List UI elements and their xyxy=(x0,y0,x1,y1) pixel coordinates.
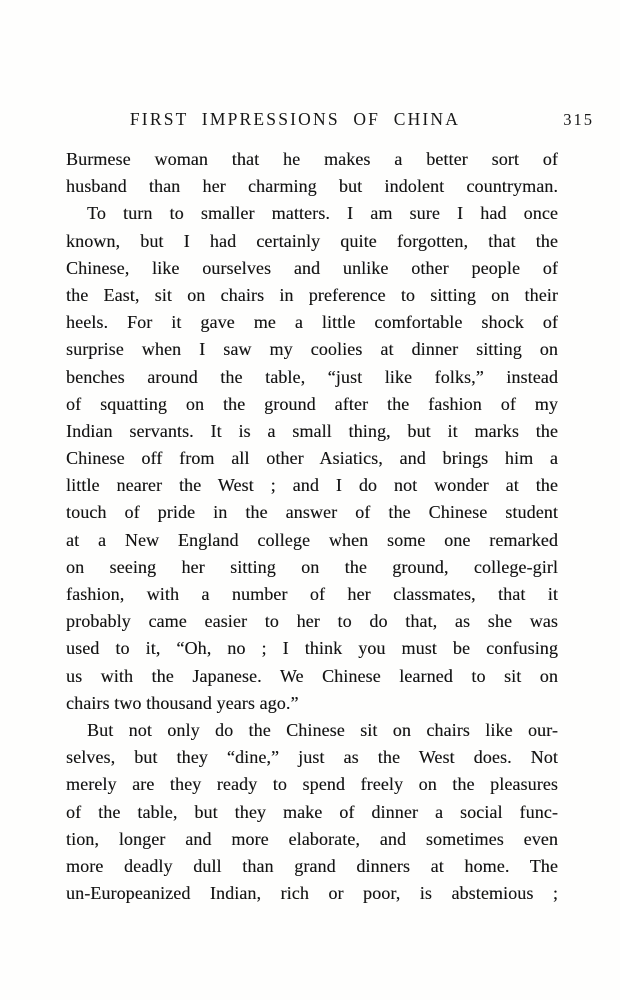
text-line: surprise when I saw my coolies at dinner sitting on xyxy=(66,339,558,360)
text-line: of the table, but they make of dinner a social func- xyxy=(66,801,558,822)
text-line: To turn to smaller matters. I am sure I had once xyxy=(87,203,558,224)
text-line: at a New England college when some one remarked xyxy=(66,529,558,550)
text-line: little nearer the West ; and I do not wonder at the xyxy=(66,475,558,496)
text-line: chairs two thousand years ago.” xyxy=(66,692,299,713)
text-line: heels. For it gave me a little comfortable shock of xyxy=(66,312,558,333)
text-line: un-Europeanized Indian, rich or poor, is abstemious ; xyxy=(66,883,558,904)
page-heading: FIRST IMPRESSIONS OF CHINA xyxy=(129,109,461,129)
page-number: 315 xyxy=(563,110,594,129)
text-line: touch of pride in the answer of the Chinese student xyxy=(66,502,558,523)
text-block xyxy=(66,146,558,907)
text-line: tion, longer and more elaborate, and sometimes even xyxy=(66,828,558,849)
text-line: Chinese off from all other Asiatics, and brings him a xyxy=(66,448,558,469)
text-line: known, but I had certainly quite forgotten, that the xyxy=(66,230,558,251)
text-line: husband than her charming but indolent countryman. xyxy=(66,176,558,197)
text-line: fashion, with a number of her classmates, that it xyxy=(66,584,558,604)
text-line: Chinese, like ourselves and unlike other people of xyxy=(66,257,558,278)
text-line: probably came easier to her to do that, as she was xyxy=(66,611,558,632)
text-line: Indian servants. It is a small thing, but it marks the xyxy=(66,420,558,441)
text-line: the East, sit on chairs in preference to sitting on their xyxy=(66,284,558,305)
text-line: used to it, “Oh, no ; I think you must be confusing xyxy=(66,638,558,659)
running-head xyxy=(64,109,594,135)
text-line: merely are they ready to spend freely on the pleasures xyxy=(66,774,558,795)
text-line: us with the Japanese. We Chinese learned to sit on xyxy=(66,665,558,686)
text-line: more deadly dull than grand dinners at home. The xyxy=(66,855,558,876)
text-line: Burmese woman that he makes a better sort of xyxy=(66,149,558,169)
text-line: on seeing her sitting on the ground, college-girl xyxy=(66,556,558,577)
text-line: of squatting on the ground after the fashion of my xyxy=(66,393,558,414)
text-line: benches around the table, “just like folks,” instead xyxy=(66,366,558,387)
text-line: But not only do the Chinese sit on chairs like our- xyxy=(87,719,558,740)
text-line: selves, but they “dine,” just as the West does. Not xyxy=(66,747,558,768)
